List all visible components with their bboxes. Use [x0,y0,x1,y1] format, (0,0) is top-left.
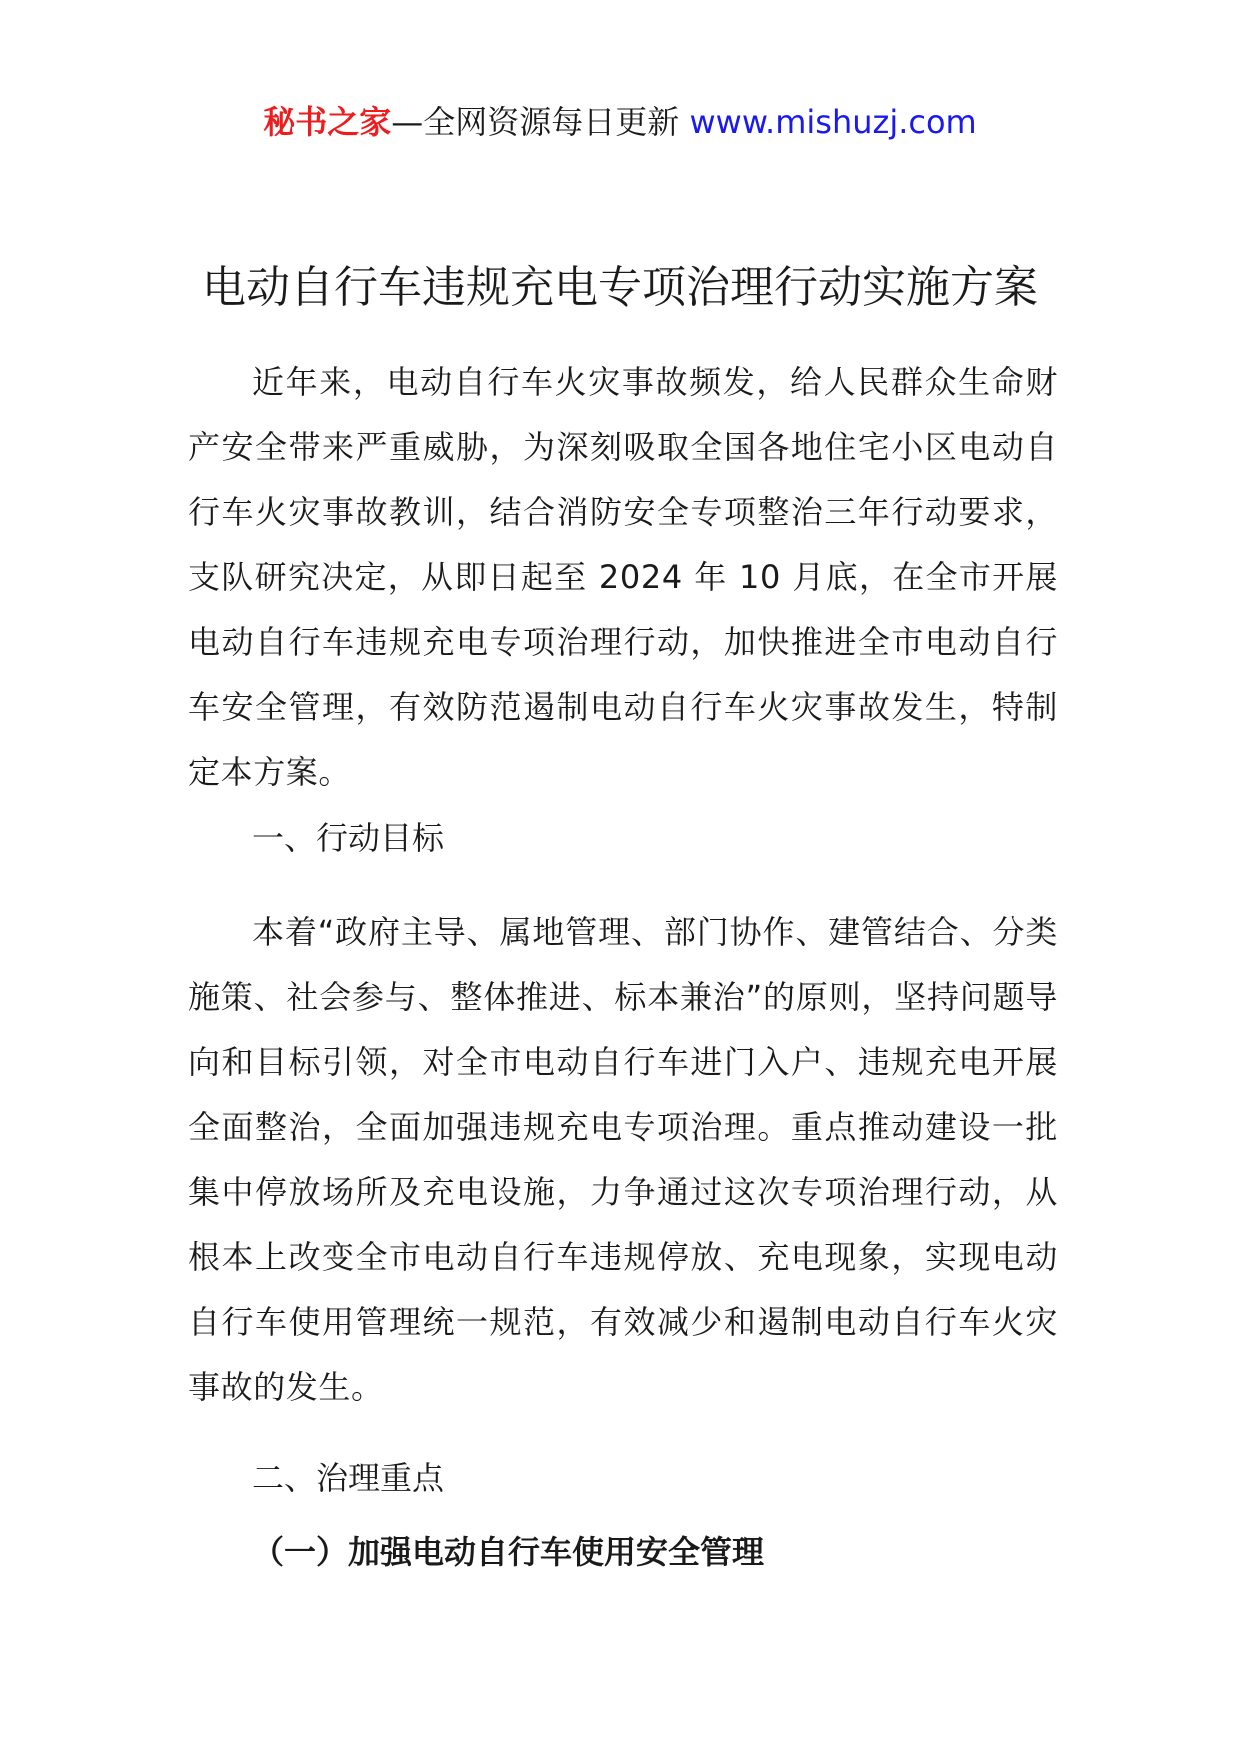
site-url-link[interactable]: www.mishuzj.com [689,103,977,141]
intro-paragraph: 近年来，电动自行车火灾事故频发，给人民群众生命财产安全带来严重威胁，为深刻吸取全国各地住宅小区电动自行车火灾事故教训，结合消防安全专项整治三年行动要求，支队研究决定，从即日起至 2024 年 10 月底，在全市开展电动自行车违规充电专项治理行动，加快推进全市电动自行车安全管理，有效防范遏制电动自行车火灾事故发生，特制定本方案。 [188,363,1058,791]
section-heading-focus: 二、治理重点 [252,1459,445,1497]
section-heading-goals: 一、行动目标 [252,819,445,857]
site-header [0,100,1240,144]
header-slogan: —全网资源每日更新 [391,103,680,141]
subsection-heading-safety: （一）加强电动自行车使用安全管理 [252,1533,765,1571]
goals-paragraph: 本着“政府主导、属地管理、部门协作、建管结合、分类施策、社会参与、整体推进、标本兼治”的原则，坚持问题导向和目标引领，对全市电动自行车进门入户、违规充电开展全面整治，全面加强违规充电专项治理。重点推动建设一批集中停放场所及充电设施，力争通过这次专项治理行动，从根本上改变全市电动自行车违规停放、充电现象，实现电动自行车使用管理统一规范，有效减少和遏制电动自行车火灾事故的发生。 [188,913,1058,1406]
brand-name: 秘书之家 [263,103,392,141]
document-title: 电动自行车违规充电专项治理行动实施方案 [202,262,1038,313]
